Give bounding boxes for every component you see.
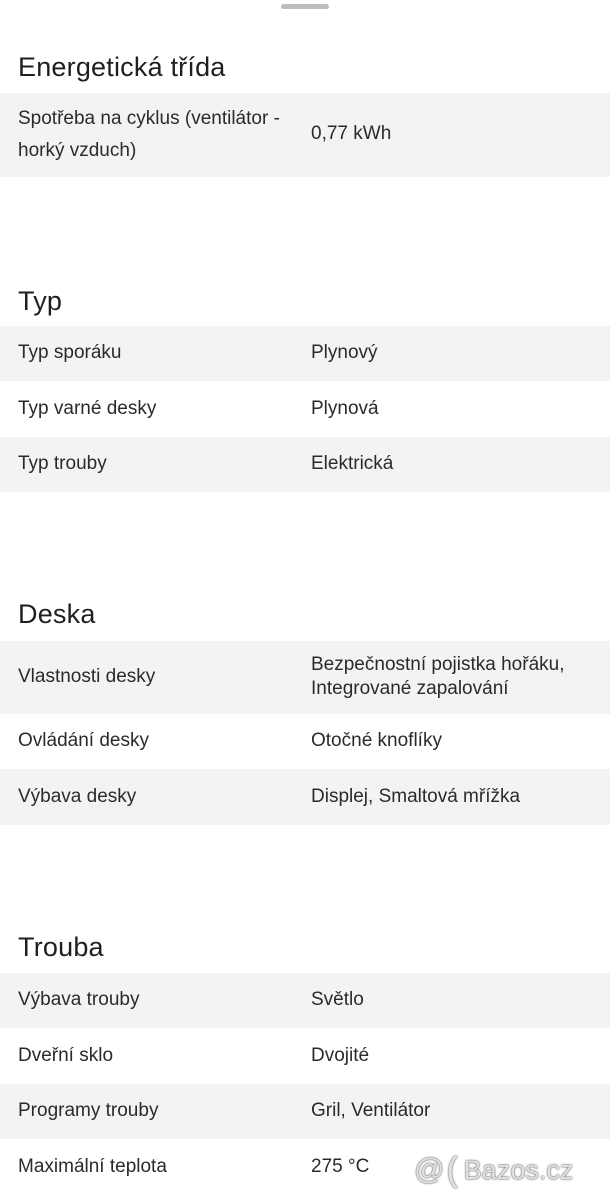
spec-value: 275 °C xyxy=(311,1156,370,1177)
section-title: Typ xyxy=(18,286,63,316)
watermark-paren: ( xyxy=(446,1150,458,1189)
watermark-text: Bazos.cz xyxy=(463,1154,574,1185)
spec-label: Ovládání desky xyxy=(18,730,149,751)
spec-value: 0,77 kWh xyxy=(311,123,392,144)
section-title: Trouba xyxy=(18,932,104,962)
spec-label: Výbava trouby xyxy=(18,989,140,1010)
spec-row xyxy=(0,641,610,714)
spec-label: Spotřeba na cyklus (ventilátor - horký vzduch) xyxy=(18,108,280,161)
spec-value: Dvojité xyxy=(311,1045,370,1066)
spec-value: Plynová xyxy=(311,398,379,419)
spec-value: Bezpečnostní pojistka hořáku, Integrované zapalování xyxy=(311,654,565,699)
spec-label: Typ sporáku xyxy=(18,342,122,363)
spec-row xyxy=(0,437,610,492)
section-title: Energetická třída xyxy=(18,52,226,82)
spec-label: Typ trouby xyxy=(18,453,107,474)
section-title: Deska xyxy=(18,599,96,629)
spec-value: Elektrická xyxy=(311,453,394,474)
drag-handle[interactable] xyxy=(281,4,329,9)
spec-label: Maximální teplota xyxy=(18,1156,167,1177)
spec-row xyxy=(0,93,610,177)
spec-value: Plynový xyxy=(311,342,378,363)
spec-label: Dveřní sklo xyxy=(18,1045,114,1066)
spec-row xyxy=(0,769,610,825)
at-sign-icon: @ xyxy=(414,1153,445,1186)
spec-value: Světlo xyxy=(311,989,364,1010)
spec-label: Výbava desky xyxy=(18,786,137,807)
spec-label: Vlastnosti desky xyxy=(18,666,156,687)
bazos-watermark xyxy=(414,1150,604,1190)
spec-row xyxy=(0,1084,610,1139)
spec-row xyxy=(0,381,610,437)
spec-row xyxy=(0,714,610,769)
spec-value: Gril, Ventilátor xyxy=(311,1100,431,1121)
spec-value: Displej, Smaltová mřížka xyxy=(311,786,521,807)
spec-label: Typ varné desky xyxy=(18,398,157,419)
spec-row xyxy=(0,326,610,381)
spec-value: Otočné knoflíky xyxy=(311,730,442,751)
spec-row xyxy=(0,973,610,1028)
spec-label: Programy trouby xyxy=(18,1100,159,1121)
spec-row xyxy=(0,1028,610,1084)
